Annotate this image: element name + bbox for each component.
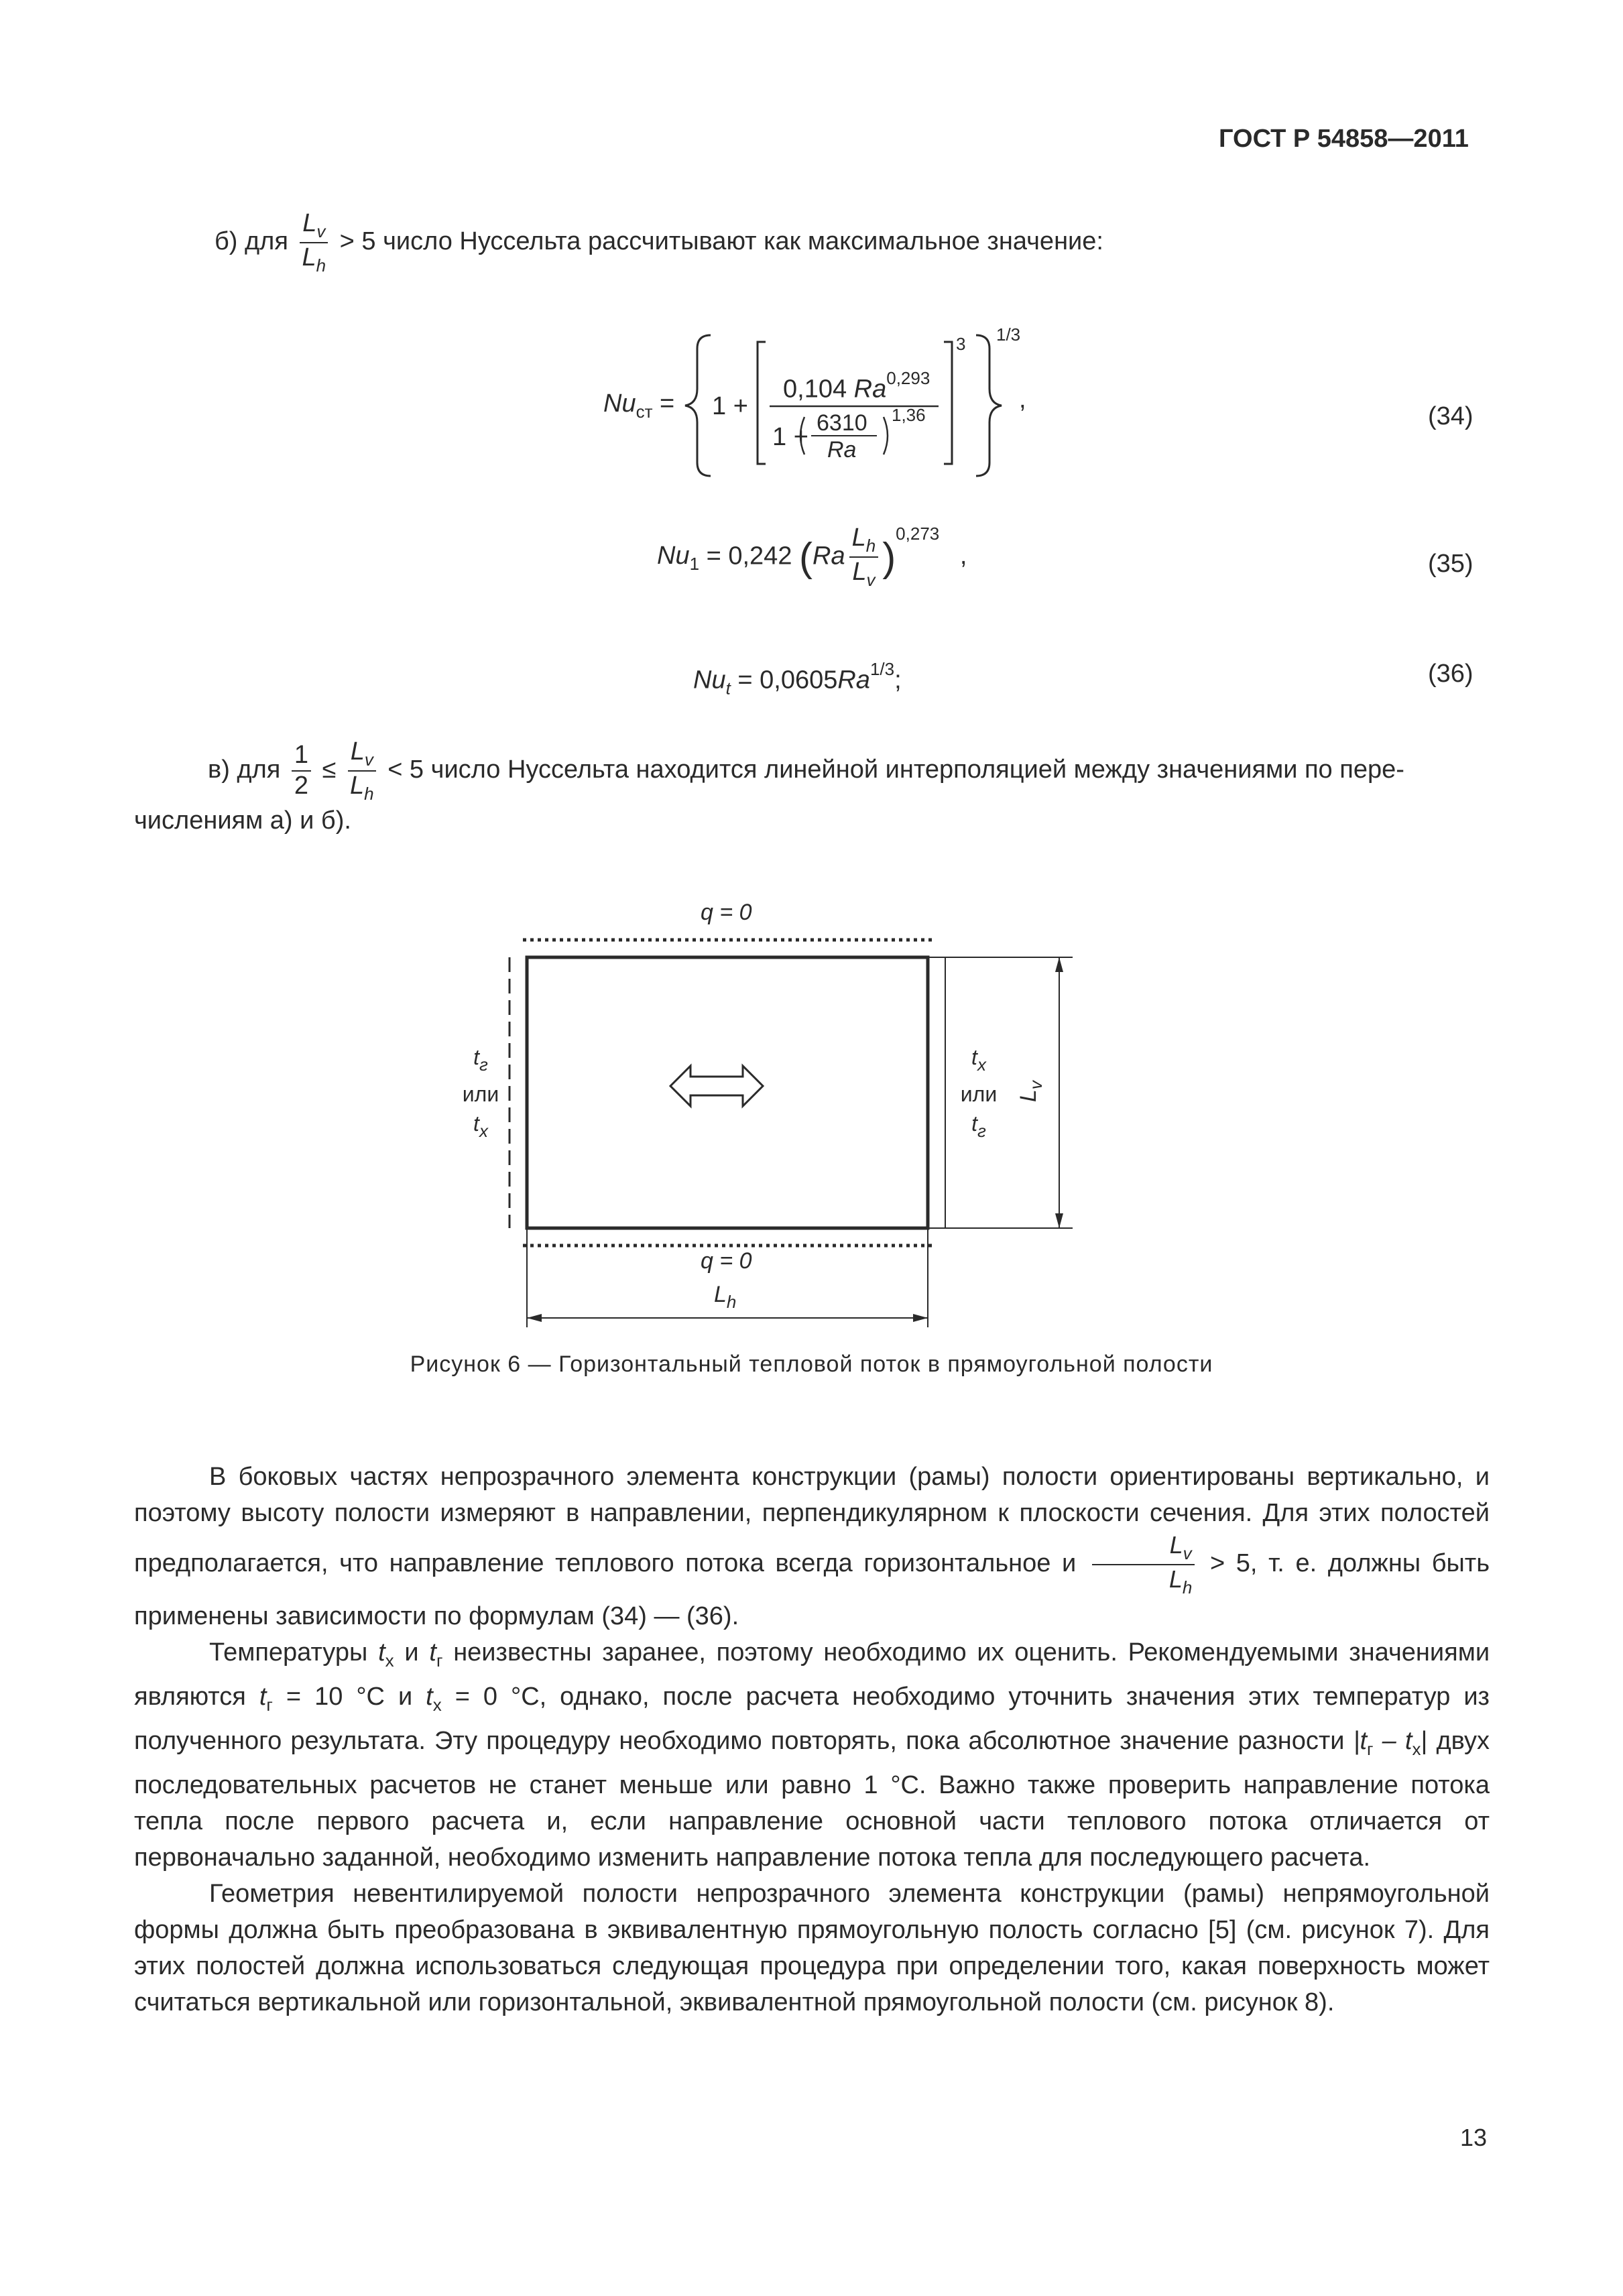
half-fraction: $\frac{1}{2}$: [292, 741, 311, 800]
q-top-label: q = 0: [701, 900, 752, 925]
right-side-labels: $t_x$ или $t_г$: [960, 1045, 998, 1142]
eq34-bracket-exp: 3: [956, 334, 966, 354]
item-b-relation: > 5: [339, 227, 376, 256]
equation-35-number: (35): [1428, 550, 1474, 578]
eq34-brace-exp: 1/3: [996, 324, 1021, 345]
figure-6-drawing: [442, 885, 1180, 1341]
eq34-inner-num: 6310: [817, 410, 867, 436]
page-header: ГОСТ Р 54858—2011: [1219, 125, 1469, 153]
left-side-labels: $t_г$ или $t_x$: [462, 1045, 499, 1142]
body-text: [134, 1459, 1490, 2020]
equation-36: $Nu_t = 0,0605Ra^{1/3}$;: [693, 659, 902, 699]
eq34-trail: ,: [1019, 385, 1026, 414]
eq34-lhs: $Nu_{ст}$ =: [603, 389, 675, 422]
lh-dimension-label: $L_h$: [714, 1282, 737, 1313]
figure-6-caption: Рисунок 6 — Горизонтальный тепловой поток в прямоугольной полости: [410, 1351, 1213, 1377]
lv-over-lh-fraction: $\frac{L_v}{L_h}$: [299, 209, 328, 276]
item-b-line: [215, 209, 1103, 276]
page-number: 13: [1460, 2124, 1488, 2151]
eq34-inner-den: Ra: [827, 437, 857, 463]
eq34-inner-exp: 1,36: [892, 405, 926, 425]
item-v-line: в) для $\frac{1}{2}$ ≤ $\frac{L_v}{L_h}$ < 5 число Нуссельта находится линейной интерполяцией между значениями по пере-: [208, 737, 1404, 804]
eq34-one: 1 +: [712, 392, 748, 420]
lv-dimension-label: $L_v$: [1015, 1081, 1046, 1103]
item-v-continuation: числениям а) и б).: [134, 806, 351, 835]
paragraph-3: Геометрия невентилируемой полости непрозрачного элемента конструкции (рамы) непрямоугольной формы должна быть преобразована в эквивалентную прямоугольную полость согласно [5] (см. рисунок 7). Для этих полостей должна использоваться следующая процедура при определении того, какая поверхность может считаться вертикальной или горизонтальной, эквивалентной прямоугольной полости (см. рисунок 8).: [134, 1880, 1490, 2017]
paragraph-2: Температуры $t_x$ и $t_г$ неизвестны заранее, поэтому необходимо их оценить. Рекомендуемыми значениями являются $t_г = 10$ °С и $t_x = 0$ °С, однако, после расчета необходимо уточнить значения этих температур из полученного результата. Эту процедуру необходимо повторять, пока абсолютное значение разности $|t_г - t_x|$ двух последовательных расчетов не станет меньше или равно 1 °С. Важно также проверить направление потока тепла после первого расчета и, если направление основной части теплового потока отличается от первоначально заданной, необходимо изменить направление потока тепла для последующего расчета.: [134, 1638, 1490, 1872]
equation-34-number: (34): [1428, 402, 1474, 430]
equation-34: [603, 322, 1086, 489]
lh-over-lv-fraction: $\frac{L_h}{L_v}$: [849, 524, 879, 591]
eq34-den-one: 1 +: [772, 423, 808, 451]
eq34-numerator: 0,104 Ra$^{0,293}$: [783, 368, 930, 404]
paragraph-1: В боковых частях непрозрачного элемента конструкции (рамы) полости ориентированы вертикально, и поэтому высоту полости измеряют в направлении, перпендикулярном к плоскости сечения. Для этих полостей предполагается, что направление теплового потока всегда горизонтальное и $\frac{L_v}{L_h}$ > 5, т. е. должны быть применены зависимости по формулам (34) — (36).: [134, 1463, 1490, 1630]
equation-35: $Nu_1 = 0,242$ (Ra $\frac{L_h}{L_v}$ )$^{0,273}$ ,: [657, 524, 967, 591]
lv-over-lh-fraction-3: $\frac{L_v}{L_h}$: [1091, 1531, 1195, 1598]
equation-36-number: (36): [1428, 660, 1474, 688]
eq35-rhs: = 0,242: [706, 542, 792, 570]
q-bottom-label: q = 0: [701, 1248, 752, 1274]
lv-over-lh-fraction-2: $\frac{L_v}{L_h}$: [347, 737, 377, 804]
figure-6: [442, 885, 1180, 1341]
item-b-prefix: б) для: [215, 227, 288, 256]
item-b-text: число Нуссельта рассчитывают как максимальное значение:: [383, 227, 1103, 256]
eq35-lhs: $Nu_1$: [657, 542, 700, 575]
